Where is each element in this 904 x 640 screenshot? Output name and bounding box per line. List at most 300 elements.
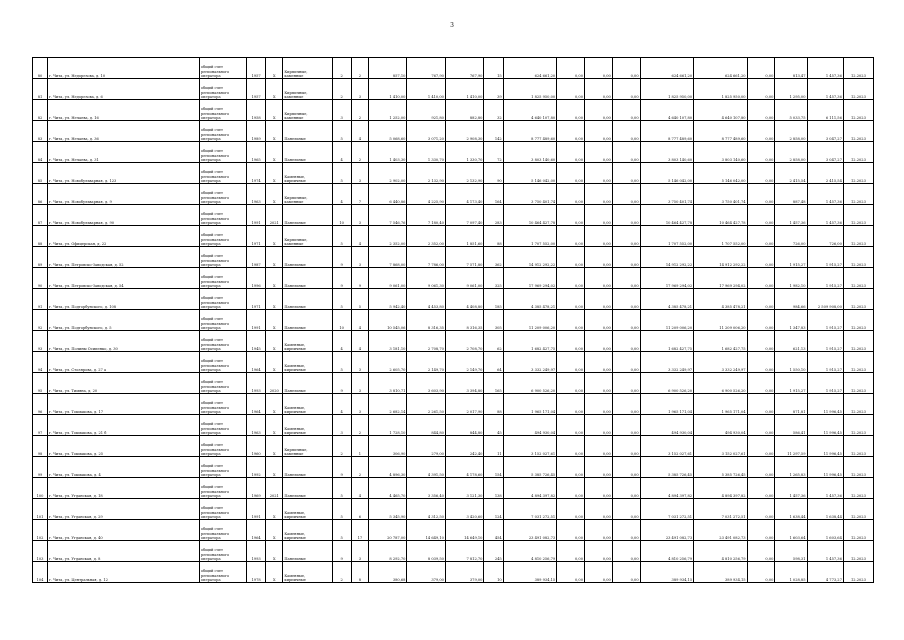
material-line: каменные bbox=[284, 115, 304, 120]
cell-max-unit-cost: 2 415,54 bbox=[807, 163, 843, 184]
cell-living-area: 9 061,30 bbox=[407, 268, 446, 289]
material-line: Каменные, bbox=[284, 426, 306, 431]
cell-federal-funds: 0,00 bbox=[557, 247, 585, 268]
cell-municipal-funds: 0,00 bbox=[612, 499, 640, 520]
fund-line: общий счет bbox=[200, 86, 223, 91]
fund-line: регионального bbox=[200, 363, 230, 368]
material-line: Панельные bbox=[284, 388, 306, 393]
cell-other-funds: 0,00 bbox=[747, 562, 775, 583]
material-line: Панельные bbox=[284, 262, 306, 267]
cell-owned-area: 4 408,80 bbox=[445, 289, 484, 310]
cell-owners-funds: 4 385 478,21 bbox=[640, 289, 693, 310]
cell-build-year: 1991 bbox=[246, 499, 265, 520]
cell-max-unit-cost: 1 457,36 bbox=[807, 478, 843, 499]
fund-line: общий счет bbox=[200, 359, 223, 364]
cell-floors: 9 bbox=[332, 373, 351, 394]
cell-municipal-funds: 0,00 bbox=[612, 205, 640, 226]
fund-line: оператора bbox=[200, 367, 221, 372]
cell-floors: 2 bbox=[332, 58, 351, 79]
fund-line: оператора bbox=[200, 388, 221, 393]
cell-fund-account: 4 640 107,80 bbox=[694, 100, 747, 121]
cell-wall-material bbox=[283, 205, 332, 226]
cell-other-funds: 0,00 bbox=[747, 247, 775, 268]
cell-owners-funds: 5 146 042,00 bbox=[640, 163, 693, 184]
cell-completion-date: 12.2023 bbox=[843, 58, 873, 79]
material-line: Каменные, bbox=[284, 342, 306, 347]
fund-line: регионального bbox=[200, 132, 230, 137]
cell-completion-date: 12.2023 bbox=[843, 268, 873, 289]
cell-owners-funds: 1 707 552,00 bbox=[640, 226, 693, 247]
cell-wall-material bbox=[283, 58, 332, 79]
cell-owners-funds: 3 803 140,60 bbox=[640, 142, 693, 163]
cell-living-area: 2 352,00 bbox=[407, 226, 446, 247]
page-number: 3 bbox=[450, 22, 454, 29]
cell-other-funds: 0,00 bbox=[747, 331, 775, 352]
fund-line: регионального bbox=[200, 195, 230, 200]
cell-fund-account: 5 385 726,45 bbox=[694, 457, 747, 478]
cell-regional-funds: 0,00 bbox=[585, 394, 613, 415]
cell-row-number: 86 bbox=[33, 184, 48, 205]
cell-unit-cost: 621,13 bbox=[775, 331, 807, 352]
cell-living-area: 14 649,10 bbox=[407, 520, 446, 541]
cell-total-area: 1 252,00 bbox=[368, 100, 407, 121]
cell-total-area: 380,68 bbox=[368, 562, 407, 583]
cell-total-cost: 10 464 427,78 bbox=[503, 205, 556, 226]
cell-address: г. Чита, ул. Нечаева, д. 16 bbox=[47, 100, 199, 121]
cell-federal-funds: 0,00 bbox=[557, 373, 585, 394]
fund-line: общий счет bbox=[200, 296, 223, 301]
cell-municipal-funds: 0,00 bbox=[612, 331, 640, 352]
table-row bbox=[33, 100, 874, 121]
material-line: Каменные, bbox=[284, 531, 306, 536]
cell-wall-material bbox=[283, 478, 332, 499]
cell-unit-cost: 1 265,83 bbox=[775, 457, 807, 478]
cell-regional-funds: 0,00 bbox=[585, 457, 613, 478]
fund-line: оператора bbox=[200, 241, 221, 246]
cell-build-year: 1996 bbox=[246, 268, 265, 289]
cell-wall-material bbox=[283, 121, 332, 142]
cell-commission-year: X bbox=[266, 394, 283, 415]
cell-fund-type bbox=[199, 373, 246, 394]
cell-residents: 88 bbox=[484, 226, 503, 247]
cell-floors: 4 bbox=[332, 331, 351, 352]
cell-commission-year: X bbox=[266, 58, 283, 79]
cell-row-number: 94 bbox=[33, 352, 48, 373]
cell-address: г. Чита, ул. Тимяна, д. 20 bbox=[47, 373, 199, 394]
cell-owners-funds: 3 332 249,97 bbox=[640, 352, 693, 373]
cell-total-cost: 4 894 397,82 bbox=[503, 478, 556, 499]
material-line: каменные bbox=[284, 73, 304, 78]
cell-address: г. Чита, ул. Токмакова, д. 25 bbox=[47, 436, 199, 457]
cell-regional-funds: 0,00 bbox=[585, 268, 613, 289]
cell-federal-funds: 0,00 bbox=[557, 331, 585, 352]
table-row bbox=[33, 205, 874, 226]
fund-line: регионального bbox=[200, 426, 230, 431]
cell-entrances: 2 bbox=[351, 457, 368, 478]
cell-total-cost: 4 640 107,80 bbox=[503, 100, 556, 121]
cell-max-unit-cost: 11 996,45 bbox=[807, 457, 843, 478]
cell-federal-funds: 0,00 bbox=[557, 121, 585, 142]
cell-unit-cost: 1 982,10 bbox=[775, 268, 807, 289]
material-line: Панельные bbox=[284, 325, 306, 330]
cell-living-area: 4 391,50 bbox=[407, 457, 446, 478]
cell-floors: 4 bbox=[332, 184, 351, 205]
material-line: Кирпичные, bbox=[284, 90, 308, 95]
cell-max-unit-cost: 11 996,45 bbox=[807, 436, 843, 457]
material-line: Кирпичные, bbox=[284, 237, 308, 242]
cell-owned-area: 14 649,10 bbox=[445, 520, 484, 541]
cell-fund-account: 23 491 082,73 bbox=[694, 520, 747, 541]
cell-unit-cost: 5 033,75 bbox=[775, 100, 807, 121]
cell-completion-date: 12.2023 bbox=[843, 163, 873, 184]
material-line: Кирпичные, bbox=[284, 447, 308, 452]
cell-federal-funds: 0,00 bbox=[557, 79, 585, 100]
cell-owned-area: 242,40 bbox=[445, 436, 484, 457]
cell-other-funds: 0,00 bbox=[747, 436, 775, 457]
cell-other-funds: 0,00 bbox=[747, 163, 775, 184]
cell-total-area: 857,10 bbox=[368, 58, 407, 79]
cell-commission-year: X bbox=[266, 163, 283, 184]
cell-total-cost: 11 209 006,20 bbox=[503, 310, 556, 331]
material-line: кирпичные bbox=[284, 514, 306, 519]
cell-unit-cost: 726,00 bbox=[775, 226, 807, 247]
cell-build-year: 1963 bbox=[246, 415, 265, 436]
cell-commission-year: 2020 bbox=[266, 373, 283, 394]
cell-other-funds: 0,00 bbox=[747, 142, 775, 163]
cell-total-area: 5 068,60 bbox=[368, 121, 407, 142]
cell-entrances: 3 bbox=[351, 247, 368, 268]
cell-federal-funds: 0,00 bbox=[557, 226, 585, 247]
material-line: Кирпичные, bbox=[284, 69, 308, 74]
table-row bbox=[33, 457, 874, 478]
cell-municipal-funds: 0,00 bbox=[612, 247, 640, 268]
cell-max-unit-cost: 1 603,64 bbox=[807, 520, 843, 541]
cell-living-area: 921,80 bbox=[407, 100, 446, 121]
cell-wall-material bbox=[283, 100, 332, 121]
cell-living-area: 7 786,00 bbox=[407, 247, 446, 268]
cell-living-area: 8 039,50 bbox=[407, 541, 446, 562]
cell-fund-account: 10 464 427,78 bbox=[694, 205, 747, 226]
cell-other-funds: 0,00 bbox=[747, 478, 775, 499]
cell-owners-funds: 1 682 427,75 bbox=[640, 331, 693, 352]
cell-max-unit-cost: 1 457,36 bbox=[807, 541, 843, 562]
cell-commission-year: X bbox=[266, 289, 283, 310]
cell-total-area: 1 403,30 bbox=[368, 142, 407, 163]
fund-line: общий счет bbox=[200, 128, 223, 133]
cell-build-year: 1957 bbox=[246, 58, 265, 79]
cell-municipal-funds: 0,00 bbox=[612, 310, 640, 331]
fund-line: общий счет bbox=[200, 233, 223, 238]
cell-unit-cost: 1 347,83 bbox=[775, 310, 807, 331]
cell-living-area: 3 356,40 bbox=[407, 478, 446, 499]
cell-fund-account: 1 825 950,00 bbox=[694, 79, 747, 100]
cell-address: г. Чита, ул. Нечаева, д. 36 bbox=[47, 121, 199, 142]
cell-unit-cost: 887,48 bbox=[775, 184, 807, 205]
cell-other-funds: 0,00 bbox=[747, 373, 775, 394]
cell-wall-material bbox=[283, 457, 332, 478]
fund-line: общий счет bbox=[200, 275, 223, 280]
fund-line: оператора bbox=[200, 430, 221, 435]
cell-total-area: 10 545,06 bbox=[368, 310, 407, 331]
cell-completion-date: 12.2023 bbox=[843, 79, 873, 100]
cell-unit-cost: 1 295,00 bbox=[775, 79, 807, 100]
fund-line: регионального bbox=[200, 342, 230, 347]
fund-line: регионального bbox=[200, 573, 230, 578]
cell-max-unit-cost: 1 915,27 bbox=[807, 268, 843, 289]
cell-address: г. Чита, ул. Подгорбунского, д. 108 bbox=[47, 289, 199, 310]
table-row bbox=[33, 394, 874, 415]
cell-owned-area: 1 851,60 bbox=[445, 226, 484, 247]
cell-completion-date: 12.2023 bbox=[843, 541, 873, 562]
cell-build-year: 1963 bbox=[246, 184, 265, 205]
fund-line: общий счет bbox=[200, 254, 223, 259]
material-line: Каменные, bbox=[284, 573, 306, 578]
cell-build-year: 1974 bbox=[246, 163, 265, 184]
cell-regional-funds: 0,00 bbox=[585, 373, 613, 394]
cell-municipal-funds: 0,00 bbox=[612, 541, 640, 562]
cell-fund-type bbox=[199, 520, 246, 541]
cell-owned-area: 7 812,70 bbox=[445, 541, 484, 562]
cell-completion-date: 12.2023 bbox=[843, 352, 873, 373]
cell-municipal-funds: 0,00 bbox=[612, 121, 640, 142]
cell-commission-year: X bbox=[266, 436, 283, 457]
cell-entrances: 3 bbox=[351, 394, 368, 415]
cell-owners-funds: 1 965 171,04 bbox=[640, 394, 693, 415]
cell-row-number: 81 bbox=[33, 79, 48, 100]
cell-fund-account: 389 934,15 bbox=[694, 562, 747, 583]
cell-owners-funds: 3 152 027,61 bbox=[640, 436, 693, 457]
material-line: Панельные bbox=[284, 283, 306, 288]
cell-row-number: 99 bbox=[33, 457, 48, 478]
cell-commission-year: X bbox=[266, 310, 283, 331]
cell-build-year: 1958 bbox=[246, 100, 265, 121]
cell-municipal-funds: 0,00 bbox=[612, 142, 640, 163]
cell-federal-funds: 0,00 bbox=[557, 394, 585, 415]
fund-line: оператора bbox=[200, 535, 221, 540]
fund-line: общий счет bbox=[200, 443, 223, 448]
cell-residents: 283 bbox=[484, 205, 503, 226]
fund-line: оператора bbox=[200, 556, 221, 561]
cell-fund-type bbox=[199, 394, 246, 415]
table-row bbox=[33, 58, 874, 79]
fund-line: оператора bbox=[200, 325, 221, 330]
cell-municipal-funds: 0,00 bbox=[612, 436, 640, 457]
cell-other-funds: 0,00 bbox=[747, 415, 775, 436]
cell-commission-year: X bbox=[266, 520, 283, 541]
cell-max-unit-cost: 726,00 bbox=[807, 226, 843, 247]
cell-fund-type bbox=[199, 436, 246, 457]
cell-total-cost: 3 803 140,60 bbox=[503, 142, 556, 163]
cell-entrances: 2 bbox=[351, 100, 368, 121]
cell-living-area: 2 708,70 bbox=[407, 331, 446, 352]
fund-line: оператора bbox=[200, 94, 221, 99]
material-line: кирпичные bbox=[284, 346, 306, 351]
cell-fund-account: 8 777 489,60 bbox=[694, 121, 747, 142]
cell-row-number: 85 bbox=[33, 163, 48, 184]
cell-fund-type bbox=[199, 142, 246, 163]
cell-completion-date: 12.2023 bbox=[843, 394, 873, 415]
cell-max-unit-cost: 4 773,27 bbox=[807, 562, 843, 583]
cell-regional-funds: 0,00 bbox=[585, 520, 613, 541]
fund-line: оператора bbox=[200, 514, 221, 519]
fund-line: общий счет bbox=[200, 338, 223, 343]
material-line: кирпичные bbox=[284, 535, 306, 540]
cell-address: г. Чита, ул. Подгорбунского, д. 5 bbox=[47, 310, 199, 331]
table-row bbox=[33, 268, 874, 289]
cell-row-number: 100 bbox=[33, 478, 48, 499]
cell-regional-funds: 0,00 bbox=[585, 205, 613, 226]
material-line: Кирпичные, bbox=[284, 111, 308, 116]
material-line: Панельные bbox=[284, 472, 306, 477]
cell-max-unit-cost: 1 915,27 bbox=[807, 247, 843, 268]
cell-total-cost: 4 385 478,21 bbox=[503, 289, 556, 310]
cell-commission-year: X bbox=[266, 79, 283, 100]
material-line: Кирпичные, bbox=[284, 195, 308, 200]
cell-owners-funds: 1 825 950,00 bbox=[640, 79, 693, 100]
cell-federal-funds: 0,00 bbox=[557, 100, 585, 121]
cell-total-area: 5 942,40 bbox=[368, 289, 407, 310]
fund-line: регионального bbox=[200, 69, 230, 74]
cell-entrances: 3 bbox=[351, 373, 368, 394]
cell-fund-account: 11 209 006,20 bbox=[694, 310, 747, 331]
cell-other-funds: 0,00 bbox=[747, 184, 775, 205]
cell-fund-type bbox=[199, 499, 246, 520]
housing-registry-table bbox=[32, 57, 874, 583]
cell-living-area: 379,00 bbox=[407, 562, 446, 583]
cell-row-number: 91 bbox=[33, 289, 48, 310]
cell-fund-type bbox=[199, 226, 246, 247]
cell-other-funds: 0,00 bbox=[747, 79, 775, 100]
fund-line: оператора bbox=[200, 283, 221, 288]
fund-line: оператора bbox=[200, 451, 221, 456]
cell-fund-account: 3 750 401,74 bbox=[694, 184, 747, 205]
material-line: Панельные bbox=[284, 304, 306, 309]
cell-row-number: 92 bbox=[33, 310, 48, 331]
cell-living-area: 3 071,20 bbox=[407, 121, 446, 142]
cell-other-funds: 0,00 bbox=[747, 289, 775, 310]
cell-total-cost: 23 491 082,73 bbox=[503, 520, 556, 541]
cell-living-area: 3 603,90 bbox=[407, 373, 446, 394]
material-line: Панельные bbox=[284, 493, 306, 498]
fund-line: регионального bbox=[200, 153, 230, 158]
cell-federal-funds: 0,00 bbox=[557, 142, 585, 163]
cell-other-funds: 0,00 bbox=[747, 226, 775, 247]
cell-commission-year: X bbox=[266, 352, 283, 373]
cell-owned-area: 7 571,80 bbox=[445, 247, 484, 268]
cell-fund-type bbox=[199, 562, 246, 583]
cell-row-number: 102 bbox=[33, 520, 48, 541]
fund-line: общий счет bbox=[200, 506, 223, 511]
cell-other-funds: 0,00 bbox=[747, 499, 775, 520]
cell-residents: 10 bbox=[484, 562, 503, 583]
cell-max-unit-cost: 1 915,27 bbox=[807, 331, 843, 352]
cell-unit-cost: 871,81 bbox=[775, 394, 807, 415]
cell-max-unit-cost: 1 457,36 bbox=[807, 184, 843, 205]
fund-line: регионального bbox=[200, 237, 230, 242]
table-row bbox=[33, 520, 874, 541]
cell-wall-material bbox=[283, 226, 332, 247]
table-row bbox=[33, 247, 874, 268]
cell-owned-area: 4 178,60 bbox=[445, 457, 484, 478]
cell-fund-type bbox=[199, 58, 246, 79]
material-line: кирпичные bbox=[284, 430, 306, 435]
cell-total-area: 3 181,10 bbox=[368, 331, 407, 352]
cell-unit-cost: 2 858,00 bbox=[775, 142, 807, 163]
cell-fund-type bbox=[199, 100, 246, 121]
cell-entrances: 4 bbox=[351, 226, 368, 247]
cell-total-area: 2 682,14 bbox=[368, 394, 407, 415]
cell-owners-funds: 3 750 401,74 bbox=[640, 184, 693, 205]
cell-wall-material bbox=[283, 79, 332, 100]
cell-municipal-funds: 0,00 bbox=[612, 520, 640, 541]
cell-owners-funds: 23 491 082,73 bbox=[640, 520, 693, 541]
cell-fund-type bbox=[199, 121, 246, 142]
cell-fund-account: 494 930,04 bbox=[694, 415, 747, 436]
cell-federal-funds: 0,00 bbox=[557, 436, 585, 457]
cell-wall-material bbox=[283, 163, 332, 184]
cell-fund-type bbox=[199, 79, 246, 100]
cell-other-funds: 0,00 bbox=[747, 121, 775, 142]
cell-federal-funds: 0,00 bbox=[557, 478, 585, 499]
cell-municipal-funds: 0,00 bbox=[612, 373, 640, 394]
cell-residents: 90 bbox=[484, 163, 503, 184]
cell-row-number: 93 bbox=[33, 331, 48, 352]
cell-address: г. Чита, ул. Новобульварная, д. 90 bbox=[47, 205, 199, 226]
table-row bbox=[33, 478, 874, 499]
fund-line: оператора bbox=[200, 115, 221, 120]
cell-fund-type bbox=[199, 289, 246, 310]
cell-municipal-funds: 0,00 bbox=[612, 415, 640, 436]
cell-living-area: 767,90 bbox=[407, 58, 446, 79]
cell-build-year: 1978 bbox=[246, 562, 265, 583]
cell-commission-year: X bbox=[266, 331, 283, 352]
fund-line: оператора bbox=[200, 304, 221, 309]
cell-residents: 362 bbox=[484, 247, 503, 268]
table-row bbox=[33, 184, 874, 205]
cell-fund-type bbox=[199, 247, 246, 268]
cell-residents: 138 bbox=[484, 478, 503, 499]
cell-total-area: 3 810,71 bbox=[368, 373, 407, 394]
cell-address: г. Чита, ул. Угданская, д. 29 bbox=[47, 499, 199, 520]
cell-owners-funds: 7 031 272,51 bbox=[640, 499, 693, 520]
cell-owned-area: 2 149,70 bbox=[445, 352, 484, 373]
cell-municipal-funds: 0,00 bbox=[612, 394, 640, 415]
cell-regional-funds: 0,00 bbox=[585, 121, 613, 142]
cell-commission-year: X bbox=[266, 562, 283, 583]
cell-residents: 11 bbox=[484, 436, 503, 457]
cell-fund-account: 1 682 427,75 bbox=[694, 331, 747, 352]
table-row bbox=[33, 331, 874, 352]
cell-total-cost: 389 934,15 bbox=[503, 562, 556, 583]
cell-owned-area: 3 121,30 bbox=[445, 478, 484, 499]
cell-residents: 88 bbox=[484, 394, 503, 415]
cell-completion-date: 12.2023 bbox=[843, 499, 873, 520]
material-line: Каменные, bbox=[284, 405, 306, 410]
table-row bbox=[33, 142, 874, 163]
cell-federal-funds: 0,00 bbox=[557, 415, 585, 436]
cell-residents: 305 bbox=[484, 310, 503, 331]
table-row bbox=[33, 436, 874, 457]
cell-total-cost: 1 682 427,75 bbox=[503, 331, 556, 352]
cell-regional-funds: 0,00 bbox=[585, 310, 613, 331]
cell-regional-funds: 0,00 bbox=[585, 478, 613, 499]
cell-owned-area: 2 132,90 bbox=[445, 163, 484, 184]
material-line: кирпичные bbox=[284, 577, 306, 582]
cell-regional-funds: 0,00 bbox=[585, 541, 613, 562]
cell-regional-funds: 0,00 bbox=[585, 562, 613, 583]
cell-federal-funds: 0,00 bbox=[557, 541, 585, 562]
cell-unit-cost: 984,66 bbox=[775, 289, 807, 310]
